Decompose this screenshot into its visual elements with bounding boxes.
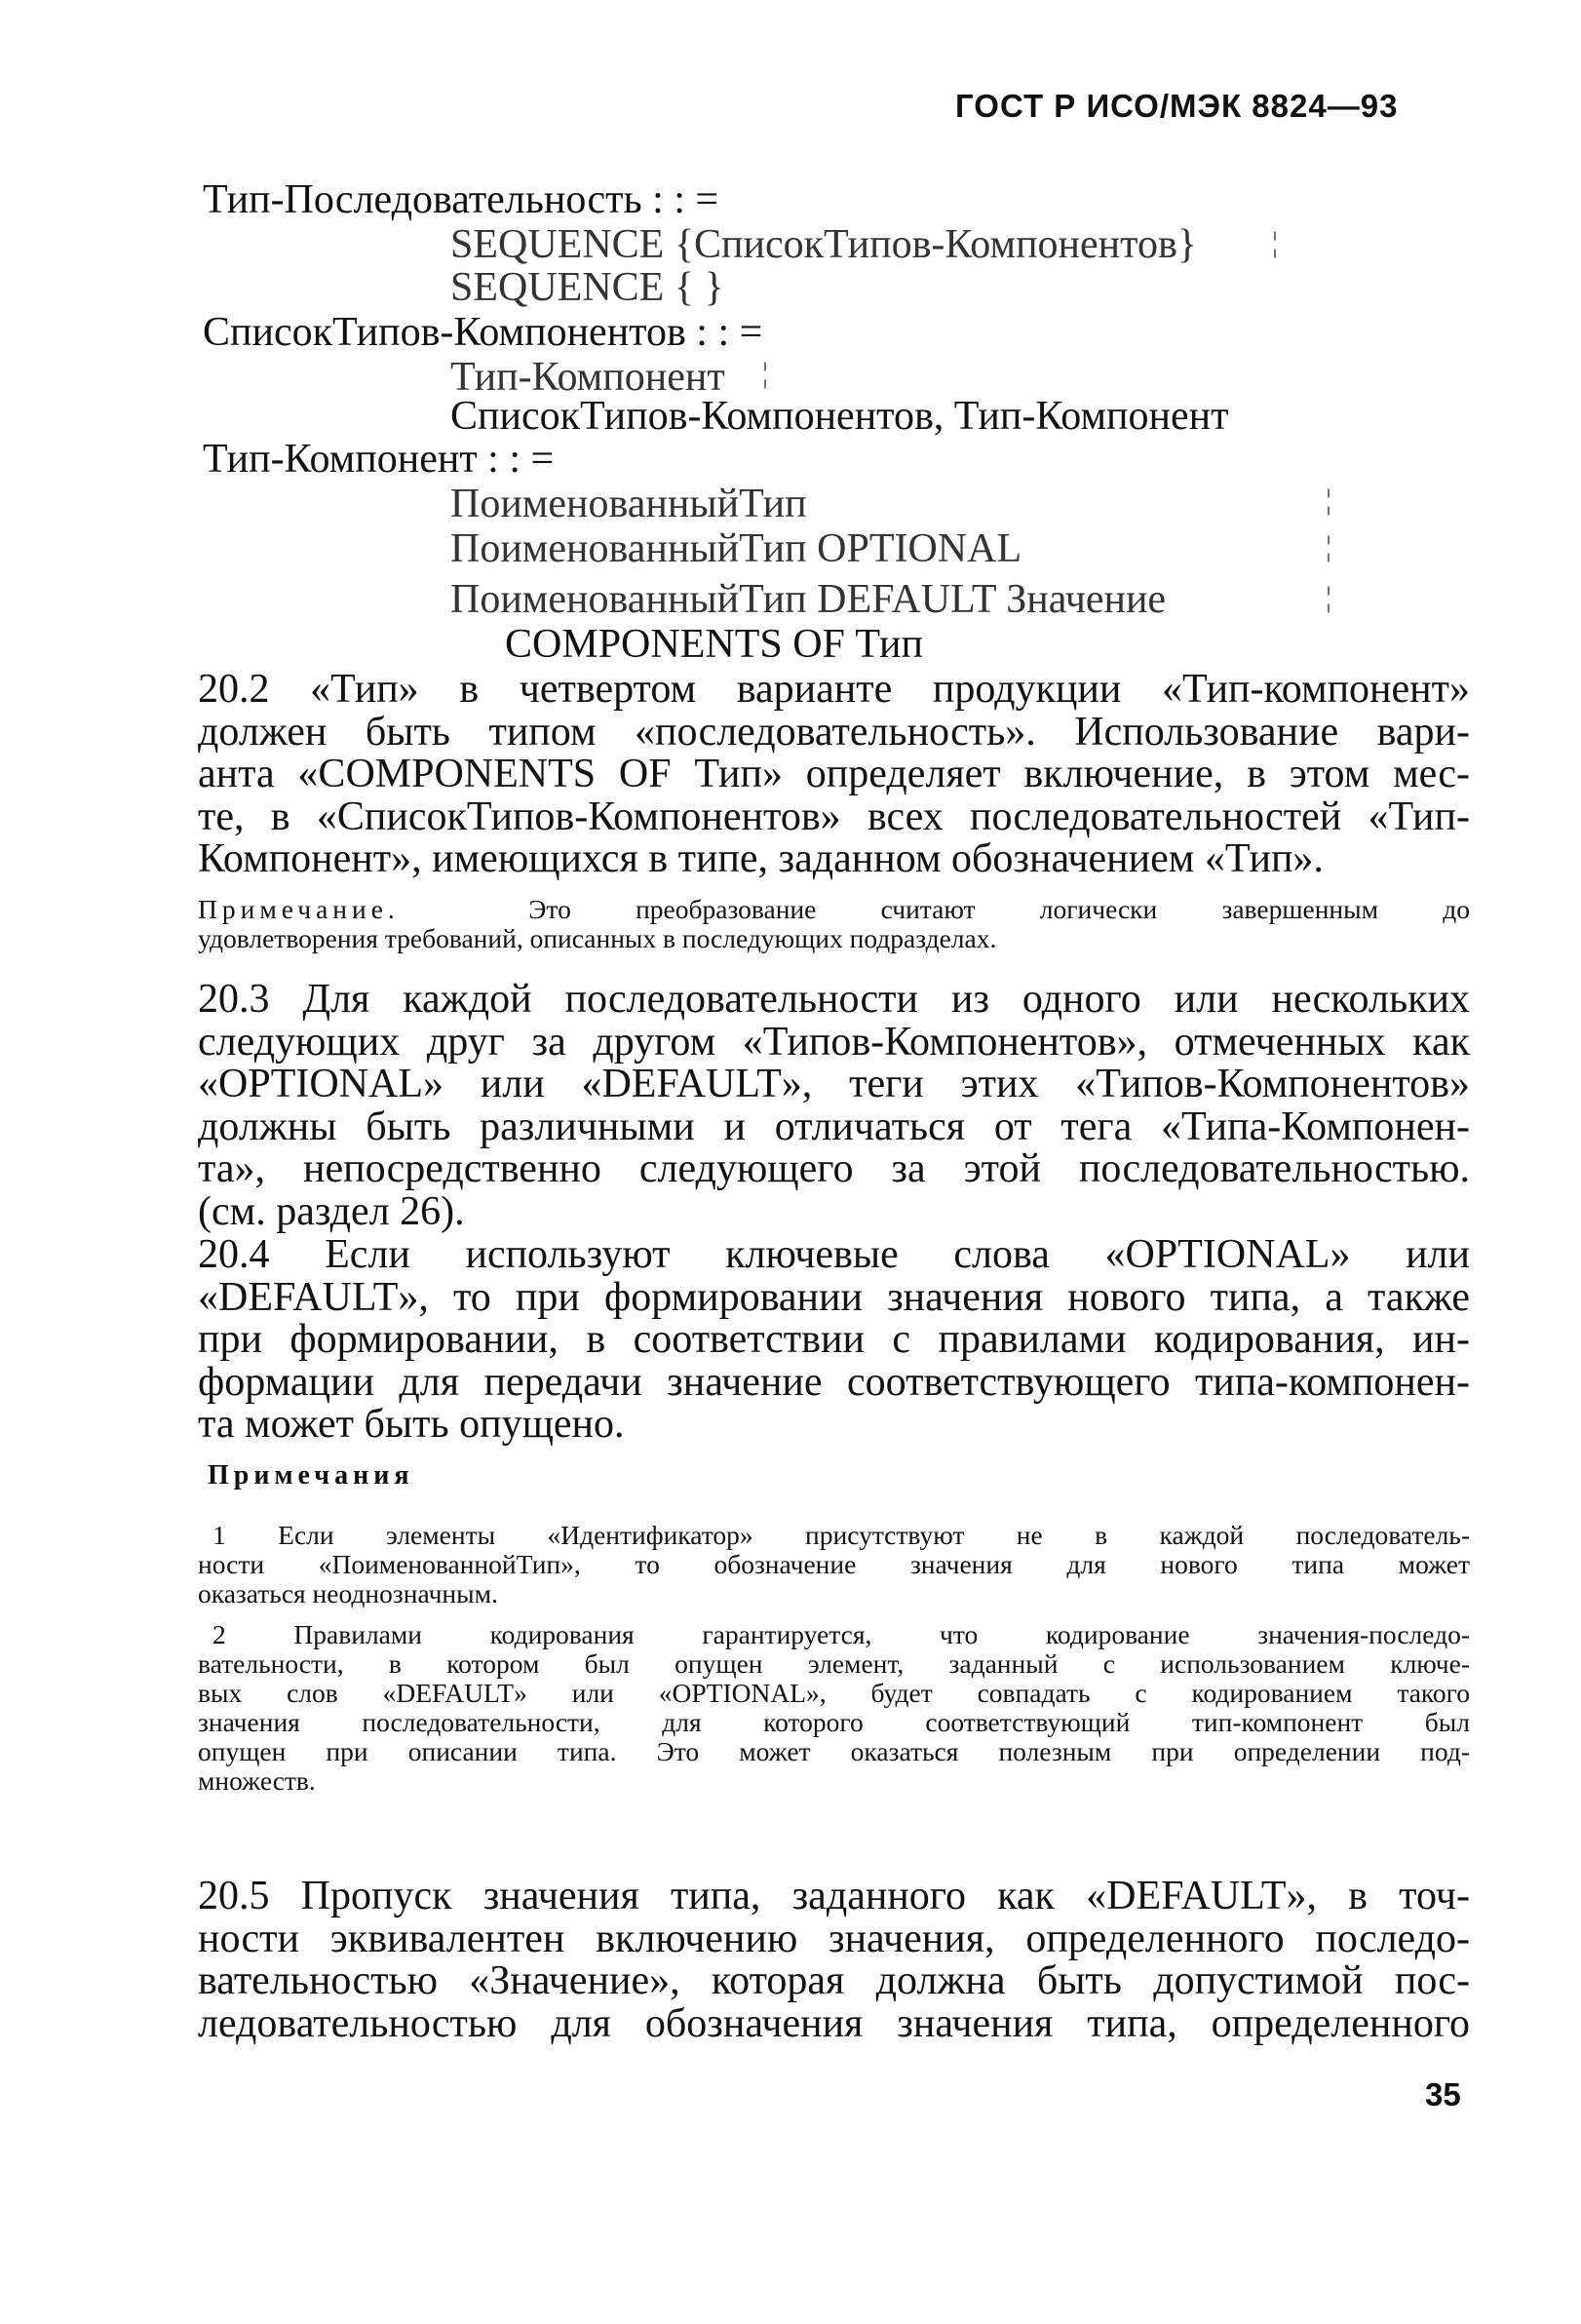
note-line: опущен при описании типа. Это может оказаться полезным при определении под- [198,1736,1470,1766]
alternative-bar: ¦ [762,357,769,389]
grammar-line: СписокТипов-Компонентов, Тип-Компонент [450,394,1229,439]
grammar-line: Тип-Последовательность : : = [203,177,719,222]
text-line: 20.4 Если используют ключевые слова «OPTIONAL» или [198,1232,1470,1277]
text-line: «OPTIONAL» или «DEFAULT», теги этих «Типов-Компонентов» [198,1062,1470,1106]
text-line: (см. раздел 26). [198,1188,465,1234]
note-text: Это преобразование считают логически завершенным до [528,894,1470,924]
page-number: 35 [1425,2076,1461,2112]
note-line [198,895,1470,924]
text-line: формации для передачи значение соответствующего типа-компонен- [198,1359,1470,1405]
grammar-line: Тип-Компонент [450,355,725,400]
note-line: удовлетворения требований, описанных в последующих подразделах. [198,923,997,953]
grammar-line: ПоименованныйТип OPTIONAL [450,526,1022,571]
text-line: ности эквивалентен включению значения, определенного последо- [198,1916,1470,1961]
text-line: Компонент», имеющихся в типе, заданном обозначением «Тип». [198,836,1324,881]
text-line: та», непосредственно следующего за этой последовательностью. [198,1146,1470,1191]
text-line: «DEFAULT», то при формировании значения нового типа, а также [198,1274,1470,1320]
notes-heading: Примечания [208,1460,414,1491]
text-line: вательностью «Значение», которая должна быть допустимой пос- [198,1958,1470,2003]
text-line: при формировании, в соответствии с правилами кодирования, ин- [198,1317,1470,1362]
note-line: вательности, в котором был опущен элемент, заданный с использованием ключе- [198,1648,1470,1679]
paragraph-20-4 [198,1234,1470,1447]
grammar-line: ПоименованныйТип DEFAULT Значение [450,577,1167,622]
grammar-line: СписокТипов-Компонентов : : = [203,310,763,355]
paragraph-20-5 [198,1876,1470,2045]
note-1 [198,1521,1470,1608]
page-header: ГОСТ Р ИСО/МЭК 8824—93 [955,88,1399,124]
text-line: 20.3 Для каждой последовательности из одного или нескольких [198,977,1470,1022]
note-line: множеств. [198,1765,316,1796]
text-line: следующих друг за другом «Типов-Компонентов», отмеченных как [198,1019,1470,1065]
text-line: та может быть опущено. [198,1402,625,1447]
text-line: должен быть типом «последовательность». Использование вари- [198,709,1470,755]
text-line: те, в «СписокТипов-Компонентов» всех последовательностей «Тип- [198,794,1470,839]
note-line: вых слов «DEFAULT» или «OPTIONAL», будет совпадать с кодированием такого [198,1678,1470,1708]
alternative-bar: ¦ [1326,530,1332,562]
note-2 [198,1620,1470,1796]
note-line: оказаться неоднозначным. [198,1578,498,1608]
alternative-bar: ¦ [1272,226,1279,258]
note-line: ности «ПоименованнойТип», то обозначение значения для нового типа может [198,1549,1470,1579]
alternative-bar: ¦ [1326,581,1332,613]
note-line: значения последовательности, для которого соответствующий тип-компонент был [198,1707,1470,1737]
grammar-line: COMPONENTS OF Тип [505,622,923,667]
paragraph-20-3 [198,979,1470,1233]
grammar-line: SEQUENCE { } [450,265,724,310]
note-label: Примечание. [198,894,400,924]
text-line: анта «COMPONENTS OF Тип» определяет включение, в этом мес- [198,752,1470,796]
text-line: 20.5 Пропуск значения типа, заданного как «DEFAULT», в точ- [198,1874,1470,1918]
grammar-line: ПоименованныйТип [450,482,807,526]
paragraph-20-2 [198,669,1470,881]
text-line: должны быть различными и отличаться от тега «Типа-Компонен- [198,1104,1470,1149]
grammar-line: Тип-Компонент : : = [203,437,555,482]
text-line: ледовательностью для обозначения значения типа, определенного [198,2000,1470,2046]
grammar-line: SEQUENCE {СписокТипов-Компонентов} [450,222,1197,267]
note-20-2 [198,895,1470,953]
note-line: 2 Правилами кодирования гарантируется, что кодирование значения-последо- [212,1619,1470,1649]
note-line: 1 Если элементы «Идентификатор» присутствуют не в каждой последователь- [212,1520,1470,1550]
text-line: 20.2 «Тип» в четвертом варианте продукции «Тип-компонент» [198,667,1470,712]
alternative-bar: ¦ [1326,484,1332,516]
